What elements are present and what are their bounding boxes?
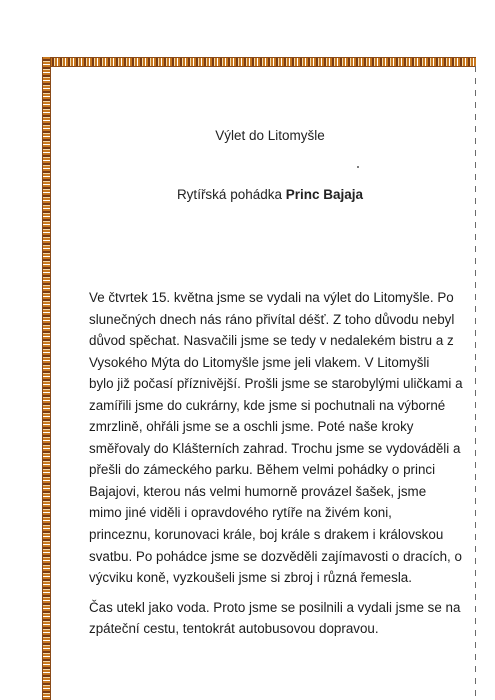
text-line: zmrzlině, ohřáli jsme se a oschli jsme. Poté naše kroky	[89, 419, 414, 435]
text-line: Čas utekl jako voda. Proto jsme se posilnili a vydali jsme se na	[89, 599, 461, 615]
paragraph-1	[89, 287, 477, 589]
stray-dot	[357, 166, 359, 168]
subtitle-prefix: Rytířská pohádka	[176, 187, 286, 202]
text-line: slunečných dnech nás ráno přivítal déšť. Z toho důvodu nebyl	[89, 311, 455, 327]
text-line: bylo již počasí příznivější. Prošli jsme se starobylými uličkami a	[89, 376, 463, 392]
text-line: mimo jiné viděli i opravdového rytíře na živém koni,	[89, 505, 392, 521]
decorative-border-left	[42, 57, 51, 700]
text-line: přešli do zámeckého parku. Během velmi pohádky o princi	[89, 462, 436, 478]
text-line: Ve čtvrtek 15. května jsme se vydali na výlet do Litomyšle. Po	[89, 290, 454, 305]
subtitle-bold: Princ Bajaja	[285, 187, 364, 202]
decorative-border-top	[42, 57, 476, 67]
paragraph-2	[89, 597, 477, 640]
text-line: svatbu. Po pohádce jsme se dozvěděli zajímavosti o dracích, o	[89, 548, 462, 564]
text-line: důvod spěchat. Nasvačili jsme se tedy v nedalekém bistru a z	[89, 333, 454, 349]
text-line: princeznu, korunovaci krále, boj krále s drakem i královskou	[89, 527, 444, 543]
text-line: zpáteční cestu, tentokrát autobusovou dopravou.	[89, 621, 379, 637]
text-line: Vysokého Mýta do Litomyšle jsme jeli vlakem. V Litomyšli	[89, 354, 430, 370]
page-title: Výlet do Litomyšle	[215, 128, 325, 143]
text-line: výcviku koně, vyzkoušeli jsme si zbroj i různá řemesla.	[89, 570, 412, 586]
text-line: směřovaly do Klášterních zahrad. Trochu jsme se vydováděli a	[89, 440, 461, 456]
document-body	[89, 287, 477, 640]
page-subtitle	[0, 187, 495, 202]
text-line: Bajajovi, kterou nás velmi humorně provázel šašek, jsme	[89, 483, 427, 499]
text-line: zamířili jsme do cukrárny, kde jsme si pochutnali na výborné	[89, 397, 446, 413]
